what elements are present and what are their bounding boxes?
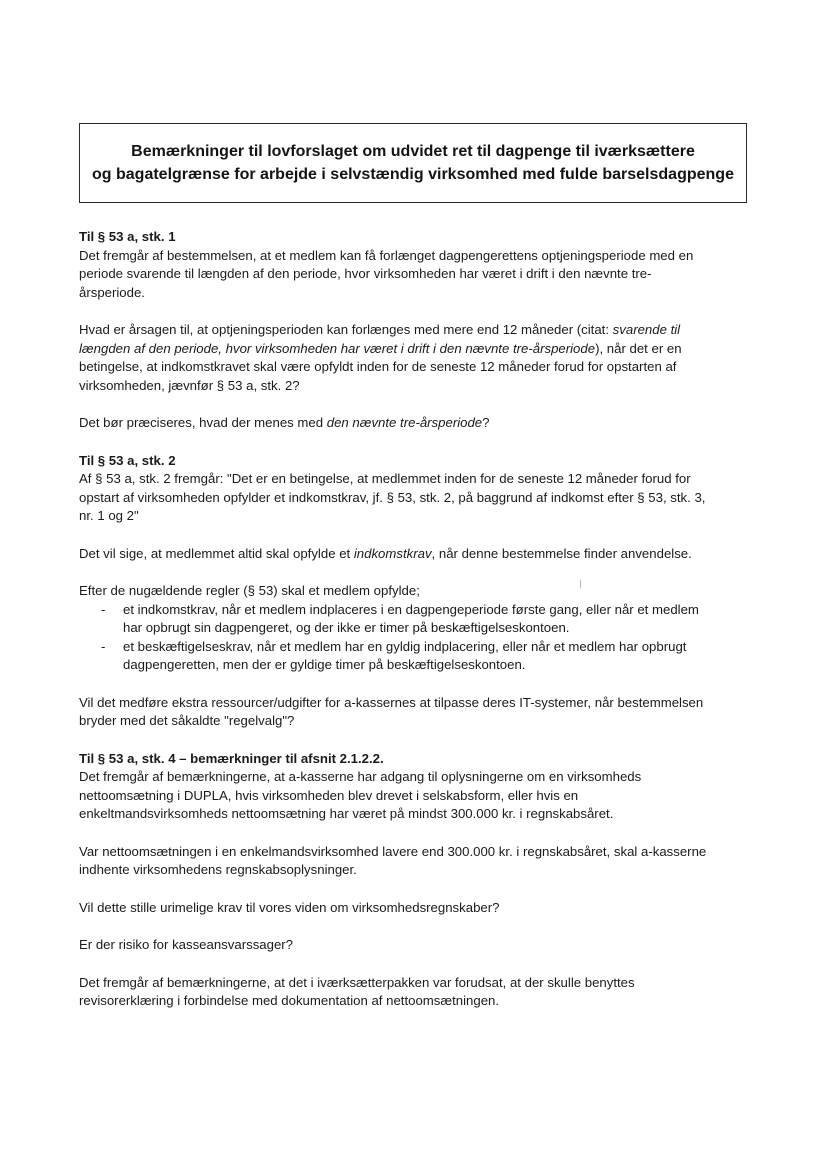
text-line: enkeltmandsvirksomheds nettoomsætning har været på mindst 300.000 kr. i regnskabsåret. [79, 806, 614, 821]
text-line: dagpengeretten, men der er gyldige timer på beskæftigelseskontoen. [123, 657, 526, 672]
title-line-1: Bemærkninger til lovforslaget om udvidet ret til dagpenge til iværksættere [131, 143, 695, 160]
list-item [79, 601, 751, 638]
section-heading-53a-stk2: Til § 53 a, stk. 2 [79, 452, 176, 468]
paragraph [79, 545, 751, 564]
paragraph [79, 974, 751, 1011]
text-line: periode svarende til længden af den periode, hvor virksomheden har været i drift i den nævnte tre- [79, 266, 652, 281]
text-line: Det vil sige, at medlemmet altid skal opfylde et indkomstkrav, når denne bestemmelse finder anvendelse. [79, 545, 692, 561]
text-line: Det fremgår af bemærkningerne, at det i iværksætterpakken var forudsat, at der skulle benyttes [79, 974, 635, 990]
title-box [79, 123, 747, 203]
text-line: Det fremgår af bestemmelsen, at et medlem kan få forlænget dagpengerettens optjeningsperiode med en [79, 247, 694, 263]
text-line: Hvad er årsagen til, at optjeningsperioden kan forlænges med mere end 12 måneder (citat: svarende til [79, 322, 681, 337]
text-line: Vil dette stille urimelige krav til vores viden om virksomhedsregnskaber? [79, 899, 500, 915]
text-line: revisorerklæring i forbindelse med dokumentation af nettoomsætningen. [79, 993, 500, 1008]
bullet-dash: - [101, 601, 106, 617]
text-line: et beskæftigelseskrav, når et medlem har en gyldig indplacering, eller når et medlem har opbrugt [123, 638, 687, 654]
text-line: Af § 53 a, stk. 2 fremgår: "Det er en betingelse, at medlemmet inden for de seneste 12 måneder forud for [79, 471, 691, 486]
text-line: Vil det medføre ekstra ressourcer/udgifter for a-kassernes at tilpasse deres IT-systemer, når bestemmelsen [79, 694, 704, 710]
paragraph [79, 694, 751, 731]
text-line: længden af den periode, hvor virksomheden har været i drift i den nævnte tre-årsperiode), når det er en [79, 340, 682, 356]
paragraph [79, 414, 751, 433]
text-line: et indkomstkrav, når et medlem indplaceres i en dagpengeperiode første gang, eller når et medlem [123, 601, 699, 617]
title-line-2: og bagatelgrænse for arbejde i selvstændig virksomhed med fulde barselsdagpenge [92, 166, 734, 183]
text-line: nr. 1 og 2" [79, 508, 139, 523]
text-line: nettoomsætning i DUPLA, hvis virksomheden blev drevet i selskabsform, eller hvis en [79, 787, 579, 803]
text-line: Efter de nugældende regler (§ 53) skal et medlem opfylde; [79, 583, 420, 598]
paragraph [79, 582, 751, 601]
bullet-list [79, 601, 751, 675]
section-heading-53a-stk1: Til § 53 a, stk. 1 [79, 229, 176, 244]
scan-mark [580, 580, 581, 588]
text-line: Det bør præciseres, hvad der menes med den nævnte tre-årsperiode? [79, 415, 490, 430]
text-line: årsperiode. [79, 284, 145, 300]
text-line: har opbrugt sin dagpengeret, og der ikke er timer på beskæftigelseskontoen. [123, 620, 570, 635]
paragraph [79, 936, 751, 955]
document-body [79, 228, 751, 1011]
bullet-dash: - [101, 638, 106, 654]
paragraph [79, 899, 751, 918]
paragraph [79, 247, 751, 303]
paragraph [79, 470, 751, 526]
text-line: Det fremgår af bemærkningerne, at a-kasserne har adgang til oplysningerne om en virksomheds [79, 769, 642, 784]
paragraph [79, 768, 751, 824]
text-line: betingelse, at indkomstkravet skal være opfyldt inden for de seneste 12 måneder forud for opstarten af [79, 359, 677, 374]
section-heading-53a-stk4: Til § 53 a, stk. 4 – bemærkninger til afsnit 2.1.2.2. [79, 750, 384, 766]
paragraph [79, 843, 751, 880]
paragraph [79, 321, 751, 395]
text-line: opstart af virksomheden opfylder et indkomstkrav, jf. § 53, stk. 2, på baggrund af indkomst efter § 53, stk. 3, [79, 489, 706, 505]
list-item [79, 638, 751, 675]
text-line: Var nettoomsætningen i en enkelmandsvirksomhed lavere end 300.000 kr. i regnskabsåret, skal a-kasserne [79, 843, 707, 859]
text-line: virksomheden, jævnfør § 53 a, stk. 2? [79, 377, 300, 393]
text-line: Er der risiko for kasseansvarssager? [79, 937, 294, 952]
text-line: bryder med det såkaldte "regelvalg"? [79, 713, 295, 728]
text-line: indhente virksomhedens regnskabsoplysninger. [79, 862, 357, 877]
